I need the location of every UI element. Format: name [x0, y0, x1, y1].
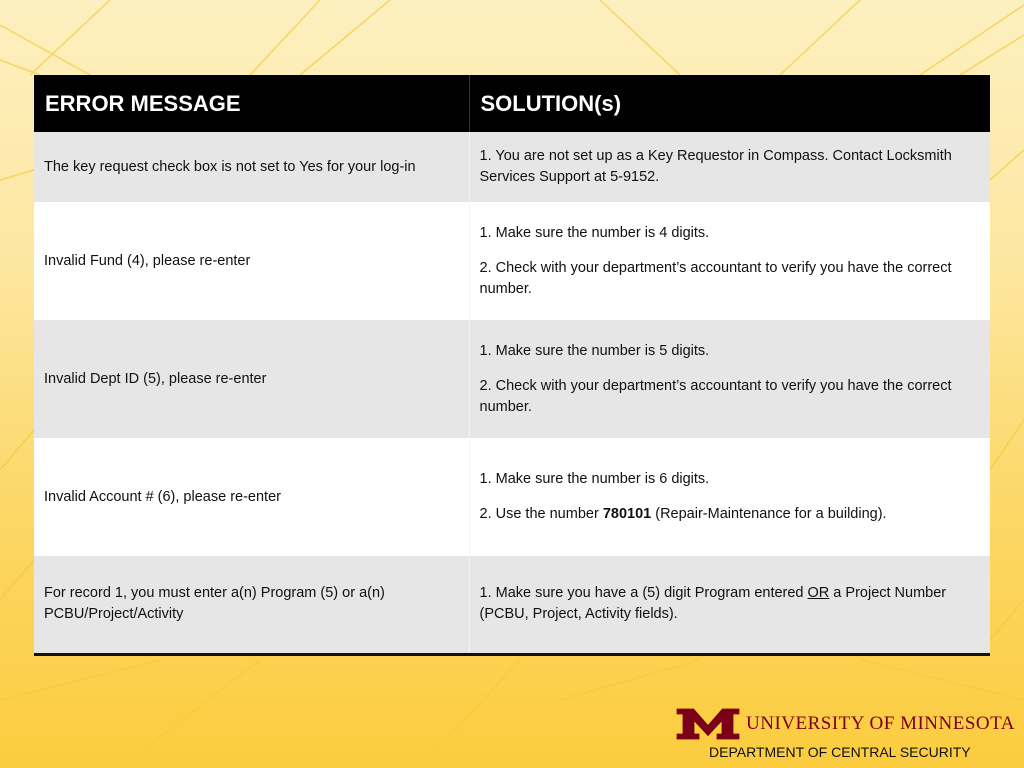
solution-step: 2. Check with your department’s accountant to verify you have the correct number.	[479, 377, 952, 415]
account-number: 780101	[602, 506, 652, 522]
solution-step	[480, 583, 981, 625]
solution-step: 2. Check with your department’s accountant to verify you have the correct number.	[479, 259, 952, 297]
solution-cell	[469, 438, 990, 556]
error-cell: Invalid Fund (4), please re-enter	[34, 202, 469, 320]
solution-step: 1. Make sure the number is 5 digits.	[479, 342, 710, 359]
header-solutions: SOLUTION(s)	[469, 75, 990, 132]
solution-step: 1. Make sure the number is 4 digits.	[479, 224, 710, 241]
table-row	[34, 320, 990, 438]
solution-text: 1. Make sure you have a (5) digit Program entered	[479, 585, 808, 602]
solution-cell	[469, 556, 990, 654]
table-header-row	[34, 75, 990, 132]
solution-step: 1. Make sure the number is 6 digits.	[479, 471, 710, 487]
error-solution-table	[34, 75, 990, 656]
solution-cell	[469, 202, 990, 320]
solution-step	[480, 504, 981, 525]
university-logo	[676, 704, 1015, 768]
solution-text: a Project Number (PCBU, Project, Activity fields).	[479, 585, 947, 623]
error-cell: The key request check box is not set to Yes for your log-in	[34, 132, 469, 202]
university-name: UNIVERSITY OF MINNESOTA	[746, 713, 1015, 734]
solution-text: 2. Use the number	[479, 506, 603, 522]
department-name: DEPARTMENT OF CENTRAL SECURITY	[709, 744, 971, 760]
error-cell: For record 1, you must enter a(n) Program (5) or a(n) PCBU/Project/Activity	[34, 556, 469, 654]
error-cell: Invalid Account # (6), please re-enter	[34, 438, 469, 556]
block-m-icon	[676, 706, 740, 742]
header-error-message: ERROR MESSAGE	[34, 75, 469, 132]
table-row	[34, 132, 990, 202]
table-row	[34, 556, 990, 654]
solution-step: 1. You are not set up as a Key Requestor in Compass. Contact Locksmith Services Support at 5-9152.	[479, 148, 952, 185]
solution-cell	[469, 132, 990, 202]
table-row	[34, 202, 990, 320]
or-emphasis: OR	[807, 585, 830, 602]
solution-text: (Repair-Maintenance for a building).	[651, 506, 887, 522]
error-cell: Invalid Dept ID (5), please re-enter	[34, 320, 469, 438]
table-row	[34, 438, 990, 556]
solution-cell	[469, 320, 990, 438]
